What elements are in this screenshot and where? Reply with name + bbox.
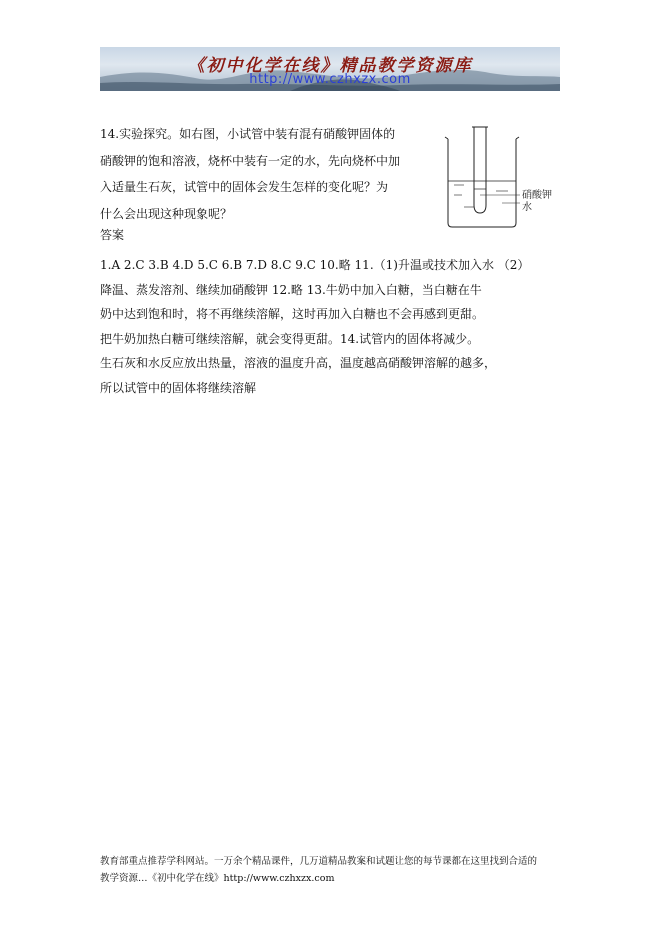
banner-title: 《初中化学在线》精品教学资源库: [187, 56, 473, 76]
question-line: 什么会出现这种现象呢？: [100, 206, 233, 221]
answer-heading: 答案: [100, 228, 125, 242]
answer-line: 1.A 2.C 3.B 4.D 5.C 6.B 7.D 8.C 9.C 10.略 11.（1)升温或技术加入水 （2）: [100, 258, 530, 272]
answer-text: [100, 253, 530, 400]
banner-url-link[interactable]: http://www.czhxzx.com: [249, 72, 411, 87]
answer-line: 把牛奶加热白糖可继续溶解，就会变得更甜。14.试管内的固体将减少。: [100, 331, 480, 346]
question-line: 硝酸钾的饱和溶液，烧杯中装有一定的水，先向烧杯中加: [100, 153, 401, 168]
label-water: 水: [522, 202, 532, 213]
page-footer: [100, 853, 570, 887]
question-line: 入适量生石灰，试管中的固体会发生怎样的变化呢？为: [100, 180, 389, 194]
question-line: 14.实验探究。如右图，小试管中装有混有硝酸钾固体的: [100, 127, 396, 141]
answer-line: 生石灰和水反应放出热量，溶液的温度升高，温度越高硝酸钾溶解的越多，: [100, 356, 497, 370]
test-tube-outline: [474, 127, 486, 213]
answer-line: 降温、蒸发溶剂、继续加硝酸钾 12.略 13.牛奶中加入白糖，当白糖在牛: [100, 282, 482, 297]
answer-line: 所以试管中的固体将继续溶解: [100, 380, 257, 395]
question-text: [100, 121, 400, 227]
footer-line: 教学资源…《初中化学在线》http://www.czhxzx.com: [100, 873, 335, 884]
label-kno3: 硝酸钾: [522, 190, 552, 201]
footer-line: 教育部重点推荐学科网站。一万余个精品课件，几万道精品教案和试题让您的每节课都在这里找到合适的: [100, 856, 538, 867]
beaker-outline: [448, 139, 516, 227]
header-banner: [100, 47, 560, 91]
answer-line: 奶中达到饱和时，将不再继续溶解，这时再加入白糖也不会再感到更甜。: [100, 307, 485, 321]
beaker-test-tube-diagram: [440, 125, 590, 230]
